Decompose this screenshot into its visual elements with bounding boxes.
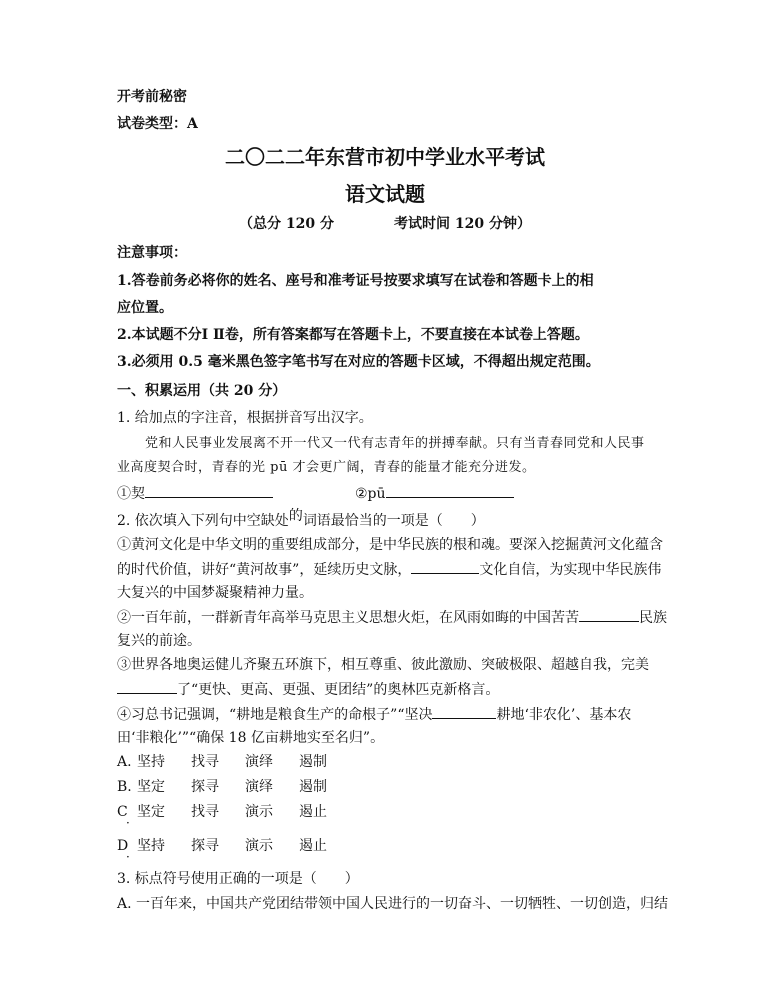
answer-blank[interactable]	[386, 483, 514, 498]
q2-sentence-1c: 大复兴的中国梦凝聚精神力量。	[117, 585, 313, 601]
q2-sentence-4b: 田‘非粮化’”“确保 18 亿亩耕地实至名归”。	[117, 730, 385, 746]
q1-stem: 1. 给加点的字注音，根据拼音写出汉字。	[117, 410, 373, 426]
note-1a: 1.答卷前务必将你的姓名、座号和准考证号按要求填写在试卷和答题卡上的相	[117, 273, 594, 289]
q2-s1-text-b: 文化自信，为实现中华民族伟	[479, 562, 662, 578]
q1-answer-1-label: ①契	[117, 486, 145, 502]
dot-mark: ·	[126, 816, 130, 830]
note-2: 2.本试题不分Ⅰ Ⅱ卷，所有答案都写在答题卡上，不要直接在本试卷上答题。	[117, 327, 589, 343]
q2-option-c[interactable]	[117, 802, 353, 822]
section-heading: 一、积累运用（共 20 分）	[117, 383, 287, 399]
option-word: 坚持	[137, 838, 165, 854]
dot-mark: ·	[126, 850, 130, 864]
option-word: 演绎	[245, 754, 273, 770]
q2-sentence-3b	[117, 679, 499, 700]
option-label: D	[117, 838, 129, 854]
answer-blank[interactable]	[117, 679, 177, 694]
q3-option-a[interactable]: A. 一百年来，中国共产党团结带领中国人民进行的一切奋斗、一切牺牲、一切创造，归结	[117, 896, 669, 912]
q1-answer-2	[355, 483, 514, 504]
option-word: 遏制	[299, 779, 327, 795]
option-word: 坚持	[137, 754, 165, 770]
option-word: 遏制	[299, 754, 327, 770]
q2-s4-text-a: ④习总书记强调，“耕地是粮食生产的命根子”“坚决	[117, 707, 433, 723]
q2-stem-raised: 的	[288, 508, 303, 524]
option-word: 演示	[245, 838, 273, 854]
option-word: 遏止	[299, 838, 327, 854]
answer-blank[interactable]	[411, 559, 479, 574]
exam-title: 二〇二二年东营市初中学业水平考试	[225, 145, 545, 169]
q2-stem-text-b: 词语最恰当的一项是（ ）	[302, 513, 485, 529]
answer-blank[interactable]	[579, 607, 639, 622]
q2-option-d[interactable]	[117, 836, 353, 856]
secret-label: 开考前秘密	[117, 89, 187, 105]
answer-blank[interactable]	[145, 483, 273, 498]
q2-stem	[117, 508, 485, 531]
q2-option-a[interactable]	[117, 752, 353, 772]
answer-blank[interactable]	[432, 704, 496, 719]
q2-s1-text-a: 的时代价值，讲好“黄河故事”，延续历史文脉，	[117, 562, 412, 578]
q2-sentence-3a: ③世界各地奥运健儿齐聚五环旗下，相互尊重、彼此激励、突破极限、超越自我，完美	[117, 657, 649, 673]
q2-sentence-2b: 复兴的前途。	[117, 633, 201, 649]
note-1b: 应位置。	[117, 300, 173, 316]
paper-type: 试卷类型：A	[117, 116, 198, 132]
option-word: 找寻	[191, 754, 219, 770]
option-label: C	[117, 804, 128, 820]
exam-time: 考试时间 120 分钟）	[394, 216, 531, 232]
q1-passage-line2: 业高度契合时，青春的光 pū 才会更广阔，青春的能量才能充分迸发。	[117, 460, 536, 475]
q1-answer-1	[117, 483, 273, 504]
option-word: 遏止	[299, 804, 327, 820]
q2-sentence-1b	[117, 559, 661, 580]
q2-s3-text: 了“更快、更高、更强、更团结”的奥林匹克新格言。	[177, 682, 500, 698]
option-word: 坚定	[137, 779, 165, 795]
q2-sentence-2a	[117, 607, 667, 628]
q2-s2-text-b: 民族	[639, 610, 667, 626]
q3-stem: 3. 标点符号使用正确的一项是（ ）	[117, 871, 359, 887]
q2-s4-text-b: 耕地‘非农化’、基本农	[496, 707, 632, 723]
option-word: 找寻	[191, 804, 219, 820]
option-word: 演示	[245, 804, 273, 820]
q2-s2-text-a: ②一百年前，一群新青年高举马克思主义思想火炬，在风雨如晦的中国苦苦	[117, 610, 579, 626]
option-label: A.	[117, 754, 132, 770]
option-word: 演绎	[245, 779, 273, 795]
option-word: 坚定	[137, 804, 165, 820]
option-label: B.	[117, 779, 132, 795]
q2-option-b[interactable]	[117, 777, 353, 797]
q1-passage-line1: 党和人民事业发展离不开一代又一代有志青年的拼搏奉献。只有当青春同党和人民事	[145, 436, 645, 451]
q1-answer-2-label: ②pū	[355, 486, 386, 502]
exam-subtitle: 语文试题	[345, 182, 425, 206]
option-word: 探寻	[191, 838, 219, 854]
note-3: 3.必须用 0.5 毫米黑色签字笔书写在对应的答题卡区域，不得超出规定范围。	[117, 354, 600, 370]
q2-stem-text-a: 2. 依次填入下列句中空缺处	[117, 513, 289, 529]
exam-info	[0, 214, 770, 234]
total-score: （总分 120 分	[239, 216, 334, 232]
option-word: 探寻	[191, 779, 219, 795]
q2-sentence-4a	[117, 704, 631, 725]
q2-sentence-1a: ①黄河文化是中华文明的重要组成部分，是中华民族的根和魂。要深入挖掘黄河文化蕴含	[117, 537, 663, 553]
notes-heading: 注意事项：	[117, 245, 187, 261]
